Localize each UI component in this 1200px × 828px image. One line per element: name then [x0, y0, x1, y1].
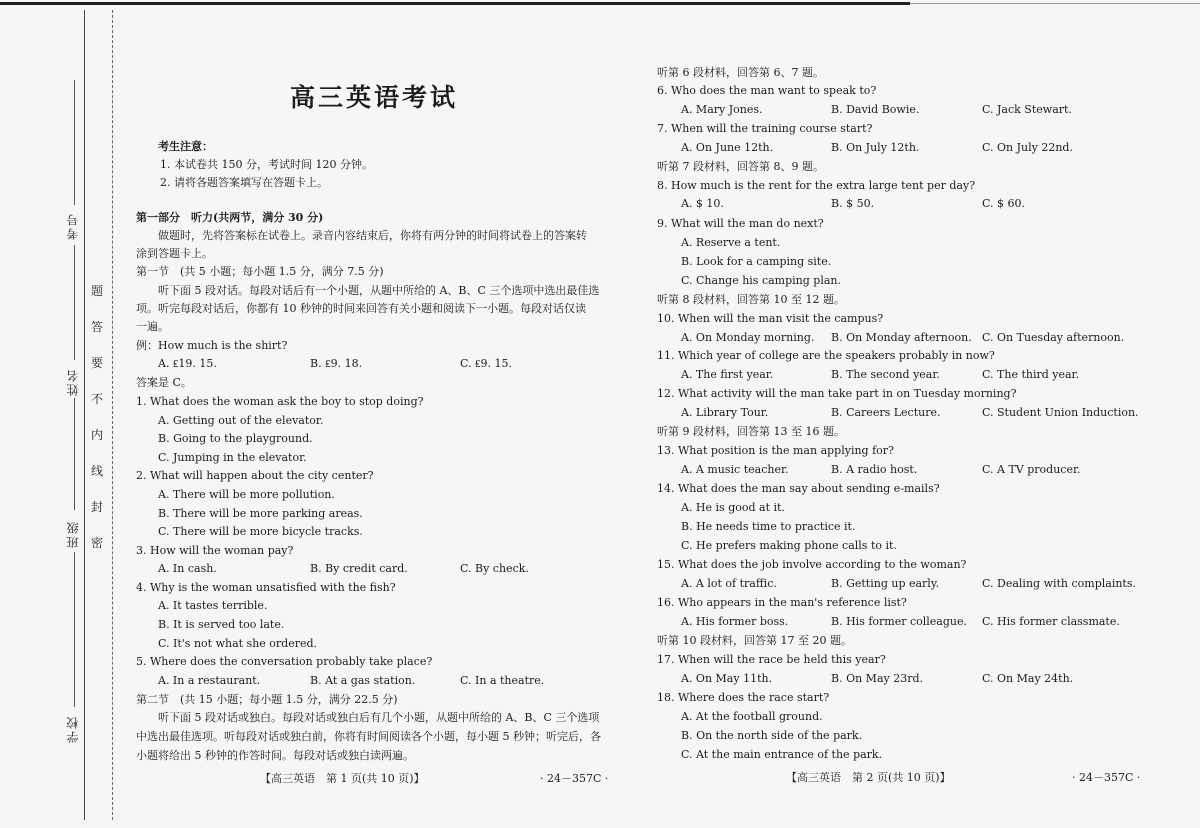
page-footer: 【高三英语 第 1 页(共 10 页)】: [260, 772, 425, 785]
exam-title: 高三英语考试: [290, 83, 459, 112]
option: B. David Bowie.: [831, 103, 920, 116]
exam-number-label: 考号: [66, 212, 80, 240]
question: 11. Which year of college are the speakers probably in now?: [657, 349, 995, 362]
option: C. His former classmate.: [982, 615, 1120, 628]
material-heading: 听第 10 段材料，回答第 17 至 20 题。: [657, 634, 852, 647]
question: 14. What does the man say about sending e-mails?: [657, 482, 940, 495]
page-code: · 24－357C ·: [1072, 771, 1141, 784]
binding-margin: [0, 0, 118, 828]
seal-char: 内: [91, 428, 104, 442]
option: A. Reserve a tent.: [681, 236, 781, 249]
question: 1. What does the woman ask the boy to stop doing?: [136, 395, 424, 408]
option: C. In a theatre.: [460, 674, 545, 687]
option: C. There will be more bicycle tracks.: [158, 525, 363, 538]
material-heading: 听第 6 段材料，回答第 6、7 题。: [657, 66, 824, 79]
option: B. On May 23rd.: [831, 672, 924, 685]
question: 12. What activity will the man take part in on Tuesday morning?: [657, 387, 1017, 400]
option: B. On the north side of the park.: [681, 729, 863, 742]
option: B. He needs time to practice it.: [681, 520, 856, 533]
section1-title: 第一节 (共 5 小题；每小题 1.5 分，满分 7.5 分): [136, 265, 384, 278]
school-label: 学校: [66, 715, 80, 743]
option: C. Jumping in the elevator.: [158, 451, 307, 464]
question: 7. When will the training course start?: [657, 122, 873, 135]
option: A. His former boss.: [681, 615, 789, 628]
notice-title: 考生注意：: [158, 140, 213, 153]
notice-item: 1. 本试卷共 150 分，考试时间 120 分钟。: [160, 158, 373, 171]
option: A. Library Tour.: [681, 406, 769, 419]
option: C. On July 22nd.: [982, 141, 1073, 154]
margin-line-outer: [84, 10, 85, 820]
option: C. At the main entrance of the park.: [681, 748, 883, 761]
option: B. It is served too late.: [158, 618, 285, 631]
option: C. The third year.: [982, 368, 1080, 381]
option: B. Going to the playground.: [158, 432, 313, 445]
option: B. The second year.: [831, 368, 940, 381]
option: C. On May 24th.: [982, 672, 1074, 685]
margin-line-inner: [112, 10, 113, 820]
question: 15. What does the job involve according to the woman?: [657, 558, 967, 571]
part1-intro: 涂到答题卡上。: [136, 247, 213, 260]
section2-intro: 小题将给出 5 秒钟的作答时间。每段对话或独白读两遍。: [136, 749, 414, 762]
question: 17. When will the race be held this year?: [657, 653, 886, 666]
name-line: [74, 398, 75, 510]
material-heading: 听第 8 段材料，回答第 10 至 12 题。: [657, 293, 845, 306]
option: A. He is good at it.: [681, 501, 785, 514]
option: C. A TV producer.: [982, 463, 1081, 476]
option: A. There will be more pollution.: [158, 488, 335, 501]
section2-intro: 中选出最佳选项。听每段对话或独白前，你将有时间阅读各个小题，每小题 5 秒钟；听完后，各: [136, 730, 601, 743]
seal-char: 题: [91, 284, 104, 298]
option: C. Change his camping plan.: [681, 274, 841, 287]
option: A. On May 11th.: [681, 672, 773, 685]
question: 8. How much is the rent for the extra large tent per day?: [657, 179, 976, 192]
option: C. Student Union Induction.: [982, 406, 1139, 419]
example-option: A. ₤19. 15.: [158, 357, 217, 370]
option: B. By credit card.: [310, 562, 408, 575]
question: 16. Who appears in the man's reference list?: [657, 596, 907, 609]
part1-title: 第一部分 听力(共两节，满分 30 分): [136, 211, 324, 224]
option: C. On Tuesday afternoon.: [982, 331, 1125, 344]
exam-number-line: [74, 80, 75, 205]
option: B. On Monday afternoon.: [831, 331, 972, 344]
section1-intro: 听下面 5 段对话。每段对话后有一个小题，从题中所给的 A、B、C 三个选项中选出最佳选: [158, 284, 600, 297]
question: 18. Where does the race start?: [657, 691, 830, 704]
top-rule-thin: [910, 3, 1200, 4]
option: A. In a restaurant.: [158, 674, 261, 687]
option: B. His former colleague.: [831, 615, 967, 628]
option: A. A lot of traffic.: [681, 577, 777, 590]
seal-char: 答: [91, 320, 104, 334]
example-question: 例：How much is the shirt?: [136, 339, 288, 352]
question: 10. When will the man visit the campus?: [657, 312, 884, 325]
class-line: [74, 552, 75, 707]
option: B. There will be more parking areas.: [158, 507, 363, 520]
seal-char: 密: [91, 536, 104, 550]
option: B. A radio host.: [831, 463, 918, 476]
seal-char: 要: [91, 356, 104, 370]
option: B. Careers Lecture.: [831, 406, 941, 419]
page-code: · 24－357C ·: [540, 772, 609, 785]
option: A. In cash.: [158, 562, 217, 575]
question: 3. How will the woman pay?: [136, 544, 294, 557]
name-line-top: [74, 245, 75, 360]
option: A. On June 12th.: [681, 141, 774, 154]
section1-intro: 项。听完每段对话后，你都有 10 秒钟的时间来回答有关小题和阅读下一小题。每段对话仅读: [136, 302, 586, 315]
option: A. On Monday morning.: [681, 331, 815, 344]
material-heading: 听第 7 段材料，回答第 8、9 题。: [657, 160, 824, 173]
name-label: 姓名: [66, 368, 80, 396]
question: 9. What will the man do next?: [657, 217, 824, 230]
page-footer: 【高三英语 第 2 页(共 10 页)】: [786, 771, 951, 784]
option: C. Dealing with complaints.: [982, 577, 1136, 590]
question: 4. Why is the woman unsatisfied with the fish?: [136, 581, 396, 594]
option: C. It's not what she ordered.: [158, 637, 318, 650]
top-rule: [0, 2, 910, 5]
option: C. He prefers making phone calls to it.: [681, 539, 897, 552]
seal-char: 线: [91, 464, 104, 478]
example-option: C. ₤9. 15.: [460, 357, 513, 370]
option: B. Getting up early.: [831, 577, 940, 590]
notice-item: 2. 请将各题答案填写在答题卡上。: [160, 176, 328, 189]
option: C. By check.: [460, 562, 529, 575]
question: 2. What will happen about the city center?: [136, 469, 374, 482]
seal-char: 封: [91, 500, 104, 514]
question: 6. Who does the man want to speak to?: [657, 84, 877, 97]
example-option: B. ₤9. 18.: [310, 357, 363, 370]
seal-char: 不: [91, 392, 104, 406]
question: 13. What position is the man applying for?: [657, 444, 894, 457]
option: C. Jack Stewart.: [982, 103, 1072, 116]
option: A. $ 10.: [681, 197, 724, 210]
part1-intro: 做题时，先将答案标在试卷上。录音内容结束后，你将有两分钟的时间将试卷上的答案转: [158, 229, 587, 242]
option: A. At the football ground.: [681, 710, 823, 723]
example-answer: 答案是 C。: [136, 376, 192, 389]
option: B. Look for a camping site.: [681, 255, 832, 268]
option: C. $ 60.: [982, 197, 1026, 210]
option: A. It tastes terrible.: [158, 599, 268, 612]
option: A. The first year.: [681, 368, 774, 381]
class-label: 班级: [66, 520, 80, 548]
option: B. $ 50.: [831, 197, 875, 210]
option: B. At a gas station.: [310, 674, 416, 687]
option: A. A music teacher.: [681, 463, 789, 476]
option: A. Getting out of the elevator.: [158, 414, 324, 427]
option: B. On July 12th.: [831, 141, 920, 154]
section2-intro: 听下面 5 段对话或独白。每段对话或独白后有几个小题，从题中所给的 A、B、C 三个选项: [158, 711, 600, 724]
option: A. Mary Jones.: [681, 103, 763, 116]
question: 5. Where does the conversation probably take place?: [136, 655, 433, 668]
material-heading: 听第 9 段材料，回答第 13 至 16 题。: [657, 425, 845, 438]
section1-intro: 一遍。: [136, 320, 169, 333]
section2-title: 第二节 (共 15 小题；每小题 1.5 分，满分 22.5 分): [136, 693, 398, 706]
